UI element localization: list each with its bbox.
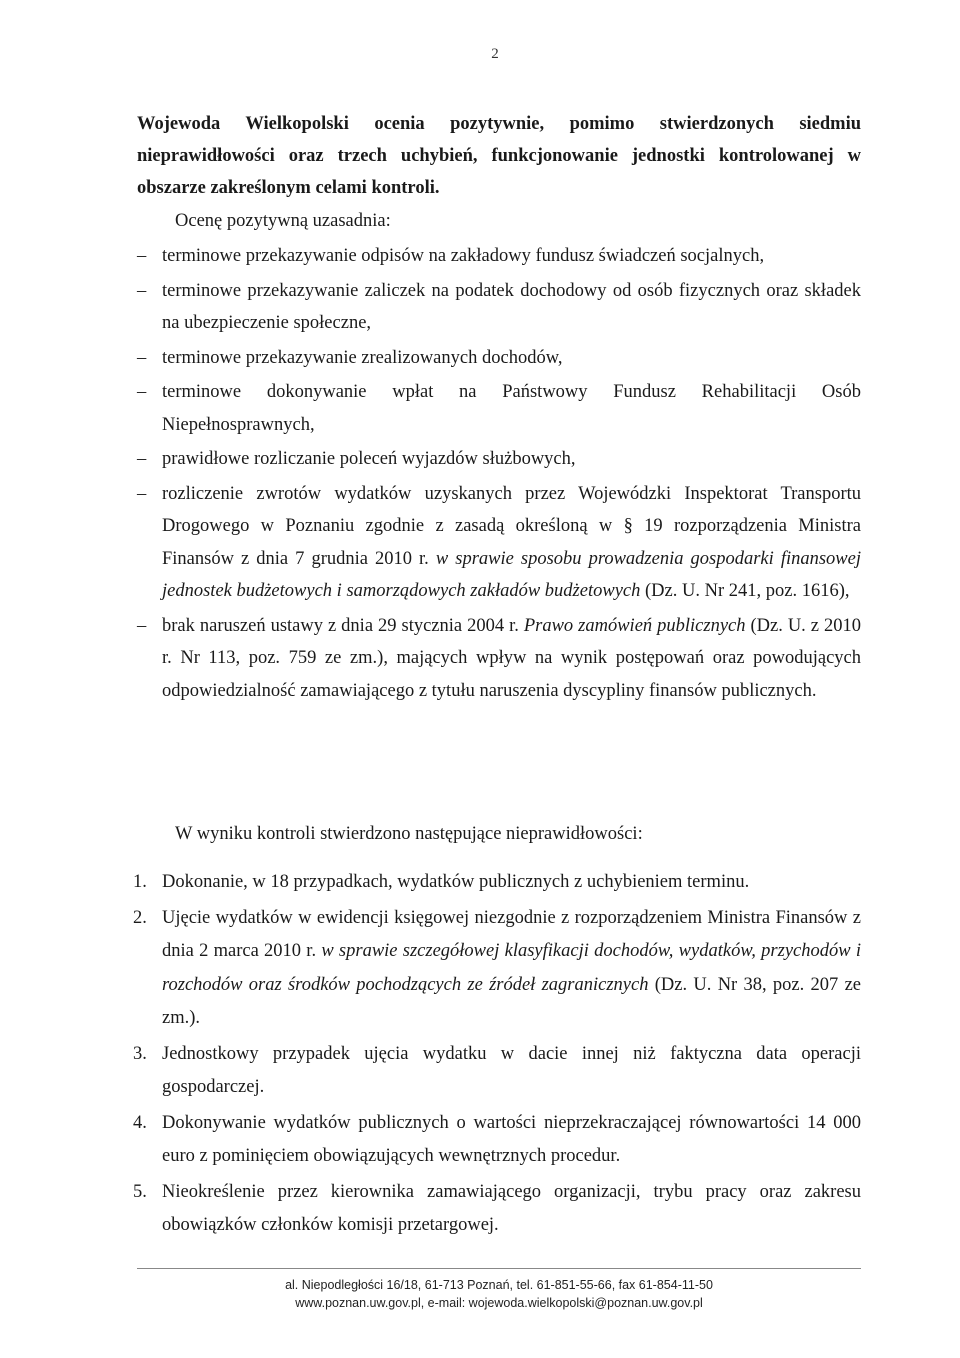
- finding-item: 2. Ujęcie wydatków w ewidencji księgowej niezgodnie z rozporządzeniem Ministra Finansów z dnia 2 marca 2010 r. w sprawie szczegółowej klasyfikacji dochodów, wydatków, przychodów i rozchodów oraz środków pochodzących ze źródeł zagranicznych (Dz. U. Nr 38, poz. 207 ze zm.).: [137, 902, 861, 1036]
- dash-marker: –: [137, 615, 147, 636]
- dash-marker: –: [137, 280, 147, 301]
- footer-address: al. Niepodległości 16/18, 61-713 Poznań, tel. 61-851-55-66, fax 61-854-11-50: [285, 1278, 713, 1292]
- list-item: – brak naruszeń ustawy z dnia 29 stycznia 2004 r. Prawo zamówień publicznych (Dz. U. z 2010 r. Nr 113, poz. 759 ze zm.), mających wpływ na wynik postępowań oraz powodujących odpowiedzialność zamawiającego z tytułu naruszenia dyscypliny finansów publicznych.: [137, 610, 861, 708]
- list-item: – terminowe przekazywanie zrealizowanych dochodów,: [137, 342, 861, 375]
- item-number: 5.: [133, 1181, 147, 1202]
- item-number: 4.: [133, 1112, 147, 1133]
- findings-lead: W wyniku kontroli stwierdzono następujące nieprawidłowości:: [175, 824, 643, 844]
- findings-list: [133, 866, 861, 1245]
- dash-marker: –: [137, 347, 147, 368]
- dash-marker: –: [137, 382, 147, 402]
- list-item: – rozliczenie zwrotów wydatków uzyskanych przez Wojewódzki Inspektorat Transportu Drogowego w Poznaniu zgodnie z zasadą określoną w § 19 rozporządzenia Ministra Finansów z dnia 7 grudnia 2010 r. w sprawie sposobu prowadzenia gospodarki finansowej jednostek budżetowych i samorządowych zakładów budżetowych (Dz. U. Nr 241, poz. 1616),: [137, 478, 861, 608]
- assessment-intro: Wojewoda Wielkopolski ocenia pozytywnie, pomimo stwierdzonych siedmiu nieprawidłowości oraz trzech uchybień, funkcjonowanie jednostki kontrolowanej w obszarze zakreślonym celami kontroli.: [137, 114, 861, 198]
- list-item: – terminowe przekazywanie zaliczek na podatek dochodowy od osób fizycznych oraz składek na ubezpieczenie społeczne,: [137, 275, 861, 340]
- dash-marker: –: [137, 483, 147, 504]
- footer: [137, 1276, 861, 1312]
- regulation-title: w sprawie sposobu prowadzenia gospodarki finansowej jednostek budżetowych i samorządowych zakładów budżetowych: [162, 548, 861, 601]
- act-title: Prawo zamówień publicznych: [523, 615, 746, 636]
- dash-marker: –: [137, 449, 147, 469]
- list-item: – terminowe dokonywanie wpłat na Państwowy Fundusz Rehabilitacji Osób Niepełnosprawnych,: [137, 376, 861, 441]
- justification-list: [137, 240, 861, 707]
- justification-lead: Ocenę pozytywną uzasadnia:: [175, 211, 391, 231]
- list-item: – prawidłowe rozliczanie poleceń wyjazdów służbowych,: [137, 443, 861, 476]
- finding-item: 5. Nieokreślenie przez kierownika zamawiającego organizacji, trybu pracy oraz zakresu obowiązków członków komisji przetargowej.: [137, 1176, 861, 1243]
- footer-divider: [137, 1268, 861, 1269]
- dash-marker: –: [137, 246, 147, 266]
- finding-item: 3. Jednostkowy przypadek ujęcia wydatku w dacie innej niż faktyczna data operacji gospodarczej.: [137, 1038, 861, 1105]
- item-number: 3.: [133, 1043, 147, 1064]
- footer-contact: www.poznan.uw.gov.pl, e-mail: wojewoda.wielkopolski@poznan.uw.gov.pl: [295, 1296, 703, 1310]
- list-item: – terminowe przekazywanie odpisów na zakładowy fundusz świadczeń socjalnych,: [137, 240, 861, 273]
- finding-item: 4. Dokonywanie wydatków publicznych o wartości nieprzekraczającej równowartości 14 000 euro z pominięciem obowiązujących wewnętrznych procedur.: [137, 1107, 861, 1174]
- item-number: 1.: [133, 872, 147, 892]
- item-number: 2.: [133, 907, 147, 928]
- page-number: 2: [491, 46, 499, 62]
- regulation-title: w sprawie szczegółowej klasyfikacji dochodów, wydatków, przychodów i rozchodów oraz środków pochodzących ze źródeł zagranicznych: [162, 941, 861, 995]
- finding-item: 1. Dokonanie, w 18 przypadkach, wydatków publicznych z uchybieniem terminu.: [137, 866, 861, 900]
